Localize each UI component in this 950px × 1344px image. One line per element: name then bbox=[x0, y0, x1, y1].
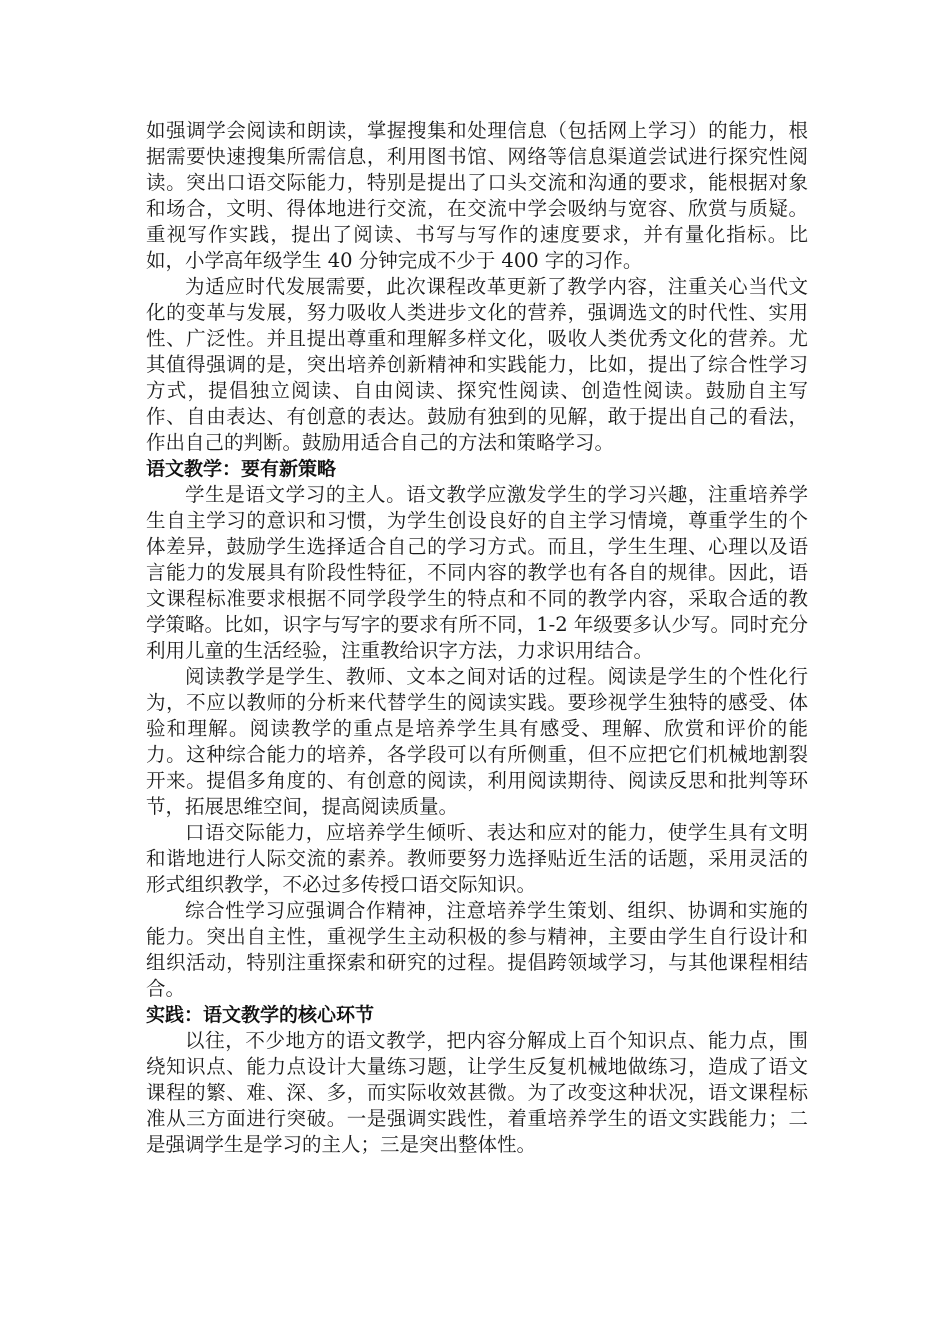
paragraph-content-update: 为适应时代发展需要，此次课程改革更新了教学内容，注重关心当代文化的变革与发展，努力吸收人类进步文化的营养，强调选文的时代性、实用性、广泛性。并且提出尊重和理解多样文化，吸收人类优秀文化的营养。尤其值得强调的是，突出培养创新精神和实践能力，比如，提出了综合性学习方式，提倡独立阅读、自由阅读、探究性阅读、创造性阅读。鼓励自主写作、自由表达、有创意的表达。鼓励有独到的见解，敢于提出自己的看法，作出自己的判断。鼓励用适合自己的方法和策略学习。 bbox=[146, 275, 808, 454]
section-heading-strategy: 语文教学：要有新策略 bbox=[146, 458, 337, 480]
paragraph-comprehensive-learning: 综合性学习应强调合作精神，注意培养学生策划、组织、协调和实施的能力。突出自主性，重视学生主动积极的参与精神，主要由学生自行设计和组织活动，特别注重探索和研究的过程。提倡跨领域学习，与其他课程相结合。 bbox=[146, 899, 808, 1000]
paragraph-student-master: 学生是语文学习的主人。语文教学应激发学生的学习兴趣，注重培养学生自主学习的意识和习惯，为学生创设良好的自主学习情境，尊重学生的个体差异，鼓励学生选择适合自己的学习方式。而且，学生生理、心理以及语言能力的发展具有阶段性特征，不同内容的教学也有各自的规律。因此，语文课程标准要求根据不同学段学生的特点和不同的教学内容，采取合适的教学策略。比如，识字与写字的要求有所不同，1-2 年级要多认少写。同时充分利用儿童的生活经验，注重教给识字方法，力求识用结合。 bbox=[146, 483, 808, 662]
paragraph-oral-communication: 口语交际能力，应培养学生倾听、表达和应对的能力，使学生具有文明和谐地进行人际交流的素养。教师要努力选择贴近生活的话题，采用灵活的形式组织教学，不必过多传授口语交际知识。 bbox=[146, 821, 808, 896]
paragraph-reading-teaching: 阅读教学是学生、教师、文本之间对话的过程。阅读是学生的个性化行为，不应以教师的分析来代替学生的阅读实践。要珍视学生独特的感受、体验和理解。阅读教学的重点是培养学生具有感受、理解、欣赏和评价的能力。这种综合能力的培养，各学段可以有所侧重，但不应把它们机械地割裂开来。提倡多角度的、有创意的阅读，利用阅读期待、阅读反思和批判等环节，拓展思维空间，提高阅读质量。 bbox=[146, 665, 808, 818]
paragraph-reading-skills: 如强调学会阅读和朗读，掌握搜集和处理信息（包括网上学习）的能力，根据需要快速搜集所需信息，利用图书馆、网络等信息渠道尝试进行探究性阅读。突出口语交际能力，特别是提出了口头交流和沟通的要求，能根据对象和场合，文明、得体地进行交流，在交流中学会吸纳与宽容、欣赏与质疑。重视写作实践，提出了阅读、书写与写作的速度要求，并有量化指标。比如，小学高年级学生 40 分钟完成不少于 400 字的习作。 bbox=[146, 119, 808, 272]
document-page bbox=[146, 118, 808, 1158]
section-heading-practice: 实践：语文教学的核心环节 bbox=[146, 1004, 375, 1026]
paragraph-practice-breakthrough: 以往，不少地方的语文教学，把内容分解成上百个知识点、能力点，围绕知识点、能力点设计大量练习题，让学生反复机械地做练习，造成了语文课程的繁、难、深、多，而实际收效甚微。为了改变这种状况，语文课程标准从三方面进行突破。一是强调实践性，着重培养学生的语文实践能力；二是强调学生是学习的主人；三是突出整体性。 bbox=[146, 1029, 808, 1156]
